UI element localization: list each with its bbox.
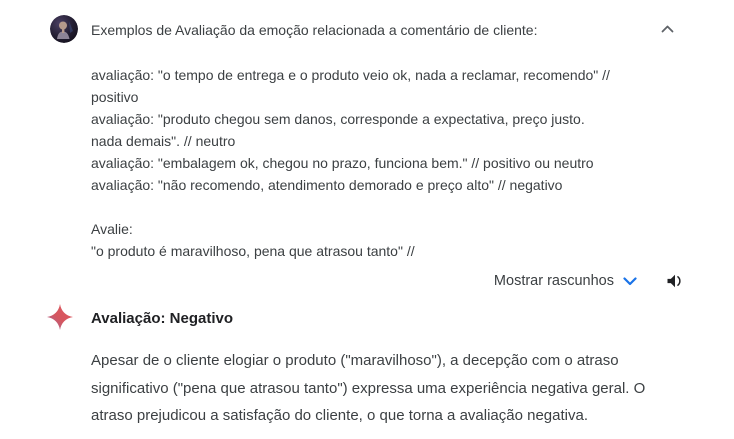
collapse-button[interactable] <box>654 16 680 42</box>
user-message-line: positivo <box>91 89 139 105</box>
chevron-up-icon <box>661 25 674 33</box>
user-message-line: avaliação: "não recomendo, atendimento demorado e preço alto" // negativo <box>91 177 563 193</box>
response-heading: Avaliação: Negativo <box>91 310 233 327</box>
response-paragraph-line: Apesar de o cliente elogiar o produto ("maravilhoso"), a decepção com o atraso <box>91 352 619 369</box>
gemini-sparkle-icon <box>46 303 74 331</box>
response-paragraph <box>91 347 723 430</box>
user-message-line <box>91 196 681 218</box>
response-paragraph-line: atraso prejudicou a satisfação do cliente, o que torna a avaliação negativa. <box>91 407 588 424</box>
user-message-line: avaliação: "o tempo de entrega e o produto veio ok, nada a reclamar, recomendo" // <box>91 67 610 83</box>
user-prompt-title: Exemplos de Avaliação da emoção relacionada a comentário de cliente: <box>91 22 538 38</box>
user-avatar-photo <box>50 15 78 43</box>
show-drafts-label: Mostrar rascunhos <box>493 273 614 289</box>
user-message-line: "o produto é maravilhoso, pena que atrasou tanto" // <box>91 243 415 259</box>
show-drafts-button[interactable] <box>494 273 637 289</box>
response-paragraph-line: significativo ("pena que atrasou tanto") expressa uma experiência negativa geral. O <box>91 379 646 397</box>
user-message-line: Avalie: <box>91 221 133 237</box>
user-message-line: avaliação: "produto chegou sem danos, corresponde a expectativa, preço justo. <box>91 111 585 127</box>
volume-up-icon <box>665 271 685 291</box>
response-actions-row <box>494 268 687 294</box>
user-message-line: avaliação: "embalagem ok, chegou no prazo, funciona bem." // positivo ou neutro <box>91 155 594 171</box>
text-to-speech-button[interactable] <box>663 269 687 293</box>
user-message <box>91 64 681 262</box>
user-avatar <box>50 15 78 43</box>
chevron-down-icon <box>623 277 637 286</box>
user-message-line: nada demais". // neutro <box>91 133 236 149</box>
